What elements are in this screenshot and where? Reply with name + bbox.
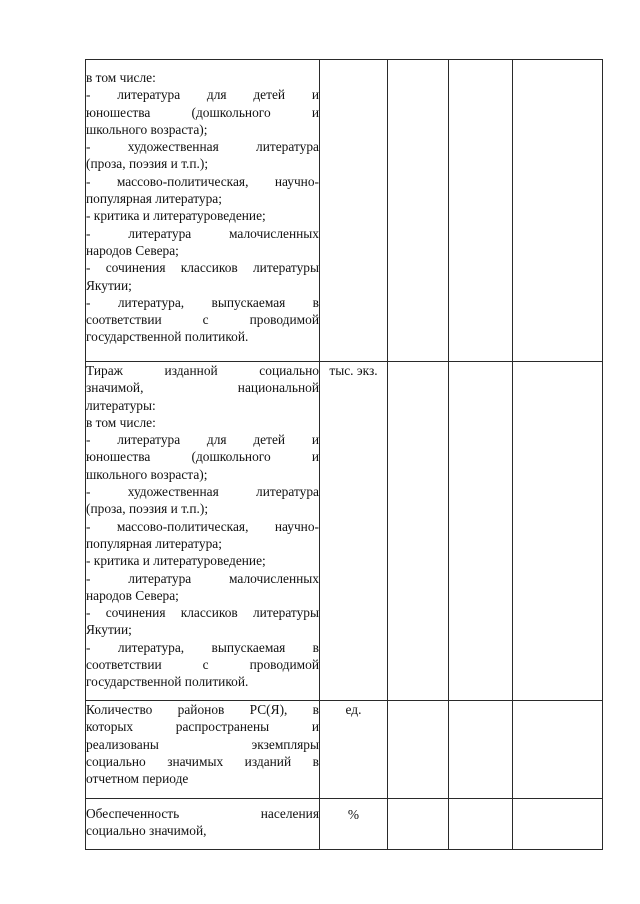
description-line: значимой, национальной <box>86 380 319 396</box>
table-row <box>86 799 603 850</box>
description-line: - литература, выпускаемая в <box>86 294 319 310</box>
description-line: социально значимых изданий в <box>86 753 319 769</box>
description-line: народов Севера; <box>86 587 179 603</box>
value-cell <box>449 799 513 850</box>
description-line: - литература для детей и <box>86 432 319 448</box>
description-line: - литература малочисленных <box>86 225 319 241</box>
description-line: социально значимой, <box>86 823 207 839</box>
table-row <box>86 60 603 362</box>
description-line: соответствии с проводимой <box>86 657 319 673</box>
description-line: - художественная литература <box>86 139 319 155</box>
table-row <box>86 701 603 799</box>
description-line: Количество районов РС(Я), в <box>86 702 319 717</box>
value-cell <box>449 60 513 362</box>
value-cell <box>513 60 603 362</box>
description-line: Якутии; <box>86 622 132 638</box>
description-line: школьного возраста); <box>86 466 208 482</box>
description-line: государственной политикой. <box>86 329 249 345</box>
description-line: - литература малочисленных <box>86 570 319 586</box>
description-line: - литература для детей и <box>86 87 319 103</box>
unit-cell: % <box>320 799 388 850</box>
description-line: - сочинения классиков литературы <box>86 605 319 621</box>
description-line: в том числе: <box>86 70 156 85</box>
unit-cell: ед. <box>320 701 388 799</box>
unit-cell: тыс. экз. <box>320 362 388 701</box>
description-line: отчетном периоде <box>86 771 189 787</box>
description-line: народов Севера; <box>86 242 179 258</box>
indicator-description <box>86 701 320 799</box>
description-line: юношества (дошкольного и <box>86 104 319 120</box>
description-line: - массово-политическая, научно- <box>86 518 319 534</box>
description-line: популярная литература; <box>86 191 222 207</box>
description-line: Якутии; <box>86 277 132 293</box>
indicator-description <box>86 799 320 850</box>
value-cell <box>513 701 603 799</box>
description-line: - литература, выпускаемая в <box>86 639 319 655</box>
value-cell <box>388 799 449 850</box>
description-line: реализованы экземпляры <box>86 736 319 752</box>
description-line: соответствии с проводимой <box>86 312 319 328</box>
indicator-description <box>86 362 320 701</box>
value-cell <box>513 362 603 701</box>
description-line: - художественная литература <box>86 484 319 500</box>
description-line: государственной политикой. <box>86 674 249 690</box>
description-line: юношества (дошкольного и <box>86 449 319 465</box>
indicator-description <box>86 60 320 362</box>
description-line: которых распространены и <box>86 719 319 735</box>
unit-cell <box>320 60 388 362</box>
value-cell <box>449 362 513 701</box>
value-cell <box>388 60 449 362</box>
description-line: (проза, поэзия и т.п.); <box>86 156 209 172</box>
description-line: Тираж изданной социально <box>86 363 319 378</box>
description-line: - сочинения классиков литературы <box>86 260 319 276</box>
description-line: в том числе: <box>86 414 156 430</box>
table-row <box>86 362 603 701</box>
description-line: литературы: <box>86 397 156 413</box>
description-line: - критика и литературоведение; <box>86 208 266 224</box>
description-line: (проза, поэзия и т.п.); <box>86 501 209 517</box>
description-line: Обеспеченность населения <box>86 806 319 821</box>
description-line: - массово-политическая, научно- <box>86 173 319 189</box>
value-cell <box>388 362 449 701</box>
value-cell <box>388 701 449 799</box>
value-cell <box>513 799 603 850</box>
value-cell <box>449 701 513 799</box>
description-line: школьного возраста); <box>86 121 208 137</box>
description-line: популярная литература; <box>86 535 222 551</box>
description-line: - критика и литературоведение; <box>86 553 266 569</box>
indicator-table <box>85 59 603 850</box>
